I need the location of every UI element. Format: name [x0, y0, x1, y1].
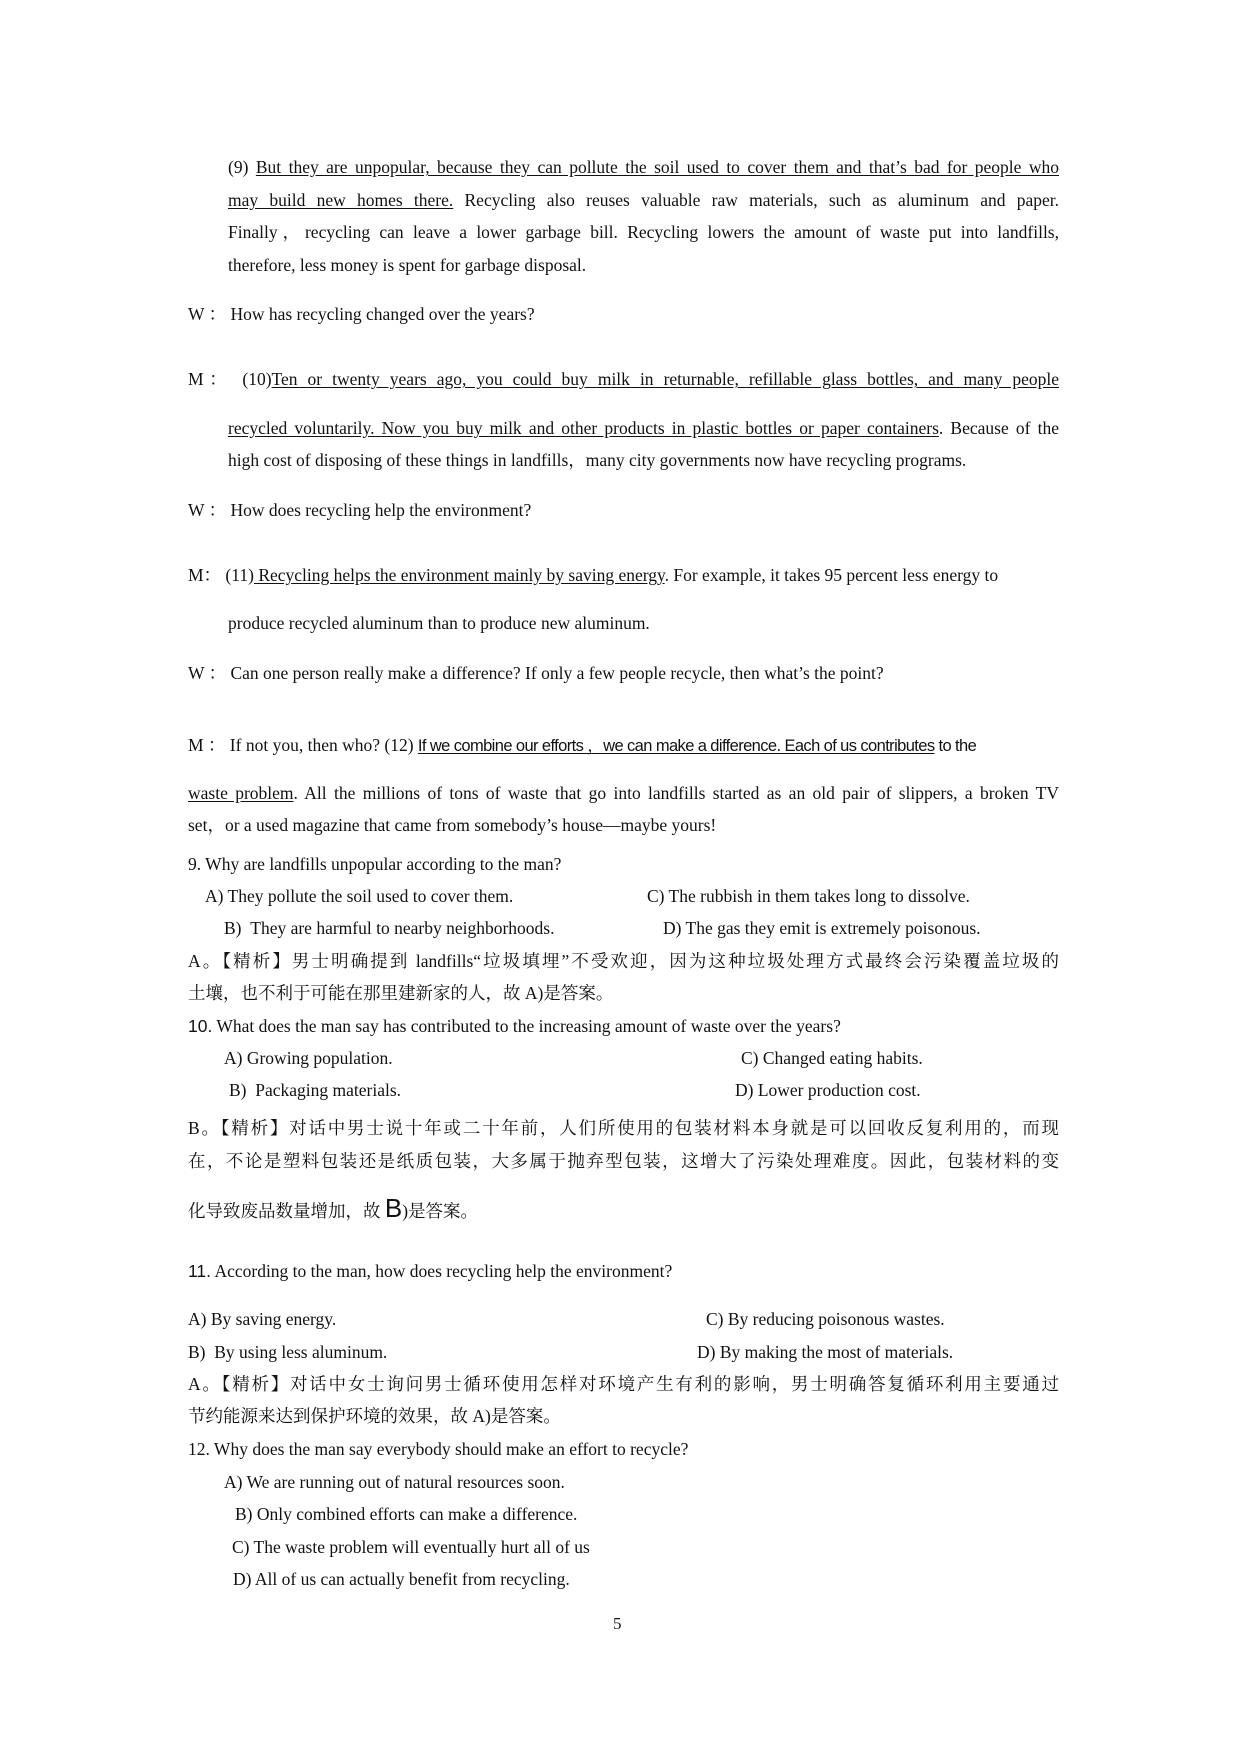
para9-text: Recycling also reuses valuable raw materials, such as aluminum and paper. [453, 190, 1059, 210]
q10-analysis-2: 在，不论是塑料包装还是纸质包装，大多属于抛弃型包装，这增大了污染处理难度。因此，包装材料的变 [188, 1151, 1059, 1171]
q11-option-b: B) By using less aluminum. [188, 1342, 388, 1362]
man-12-underlined-2: waste problem [188, 783, 294, 803]
q10-analysis-3-end: )是答案。 [402, 1201, 479, 1221]
speaker-prefix-12: M ： If not you, then who? (12) [188, 735, 418, 755]
q11-question [188, 1259, 672, 1283]
man-line-11-a [188, 563, 998, 587]
man-12-text-2: . All the millions of tons of waste that go into landfills started as an old pair of slippers, a broken TV [293, 783, 1059, 803]
q9-question: 9. Why are landfills unpopular according to the man? [188, 854, 562, 874]
q11-analysis-2: 节约能源来达到保护环境的效果，故 A)是答案。 [188, 1406, 561, 1426]
q12-question: 12. Why does the man say everybody should make an effort to recycle? [188, 1439, 689, 1459]
q9-analysis-1: A。【精析】男士明确提到 landfills“垃圾填埋”不受欢迎，因为这种垃圾处理方式最终会污染覆盖垃圾的 [188, 951, 1059, 971]
man-10-underlined: Ten or twenty years ago, you could buy milk in returnable, refillable glass bottles, and many people [271, 369, 1059, 389]
man-line-12-a [188, 733, 976, 758]
woman-line-1: W ： How has recycling changed over the years? [188, 304, 535, 324]
para9-line2 [228, 188, 1059, 212]
q10-answer-letter: B [384, 1193, 403, 1223]
q10-option-d: D) Lower production cost. [735, 1080, 921, 1100]
q12-option-c: C) The waste problem will eventually hurt all of us [232, 1537, 590, 1557]
q9-option-c: C) The rubbish in them takes long to dissolve. [647, 886, 970, 906]
man-line-10-c: high cost of disposing of these things in landfills，many city governments now have recycling programs. [228, 450, 967, 470]
q12-option-b: B) Only combined efforts can make a difference. [235, 1504, 578, 1524]
q9-option-b: B) They are harmful to nearby neighborhoods. [224, 918, 555, 938]
q10-option-c: C) Changed eating habits. [741, 1048, 923, 1068]
man-12-underlined: If we combine our efforts ，we can make a difference. Each of us contributes [417, 737, 935, 755]
q11-option-d: D) By making the most of materials. [697, 1342, 954, 1362]
q9-analysis-2: 土壤，也不利于可能在那里建新家的人，故 A)是答案。 [188, 983, 614, 1003]
q10-analysis-1: B。【精析】对话中男士说十年或二十年前，人们所使用的包装材料本身就是可以回收反复利用的，而现 [188, 1118, 1059, 1138]
para9-line3: Finally，recycling can leave a lower garbage bill. Recycling lowers the amount of waste put into landfills, [228, 222, 1059, 242]
page-number: 5 [613, 1614, 622, 1633]
q10-option-b: B) Packaging materials. [229, 1080, 402, 1100]
man-11-underlined: Recycling helps the environment mainly by saving energy [253, 565, 665, 585]
q10-text: What does the man say has contributed to the increasing amount of waste over the years? [212, 1016, 841, 1036]
man-line-10-b [228, 416, 1059, 440]
q11-option-c: C) By reducing poisonous wastes. [706, 1309, 945, 1329]
q10-analysis-3-text: 化导致废品数量增加，故 [188, 1201, 385, 1221]
q11-analysis-1: A。【精析】对话中女士询问男士循环使用怎样对环境产生有利的影响，男士明确答复循环利用主要通过 [188, 1374, 1059, 1394]
q10-analysis-3 [188, 1193, 479, 1223]
man-12-text: to the [934, 737, 977, 755]
q9-option-a: A) They pollute the soil used to cover them. [205, 886, 514, 906]
man-11-text: . For example, it takes 95 percent less energy to [664, 565, 999, 585]
man-10-underlined-2: recycled voluntarily. Now you buy milk and other products in plastic bottles or paper containers [228, 418, 939, 438]
q9-option-d: D) The gas they emit is extremely poisonous. [663, 918, 981, 938]
para9-underlined-2: may build new homes there. [228, 190, 454, 210]
q12-option-d: D) All of us can actually benefit from recycling. [233, 1569, 570, 1589]
man-line-12-c: set，or a used magazine that came from somebody’s house—maybe yours! [188, 815, 717, 835]
man-10-text: . Because of the [938, 418, 1059, 438]
q10-question [188, 1014, 841, 1038]
man-line-10-a [188, 367, 1059, 391]
speaker-prefix: M： (10) [188, 369, 272, 389]
q10-number: 10. [188, 1016, 213, 1036]
man-line-12-b [188, 781, 1059, 805]
q11-text: According to the man, how does recycling help the environment? [211, 1261, 673, 1281]
para9-line1 [228, 155, 1059, 179]
q11-option-a: A) By saving energy. [188, 1309, 337, 1329]
para9-underlined: But they are unpopular, because they can pollute the soil used to cover them and that’s bad for people who [255, 157, 1060, 177]
woman-line-2: W ： How does recycling help the environment? [188, 500, 532, 520]
q10-option-a: A) Growing population. [224, 1048, 393, 1068]
man-line-11-b: produce recycled aluminum than to produce new aluminum. [228, 613, 650, 633]
woman-line-3: W ： Can one person really make a difference? If only a few people recycle, then what’s the point? [188, 663, 884, 683]
speaker-prefix-11: M： (11) [188, 565, 254, 585]
para9-number: (9) [228, 157, 256, 177]
q12-option-a: A) We are running out of natural resources soon. [224, 1472, 565, 1492]
q11-number: 11. [188, 1261, 212, 1281]
para9-line4: therefore, less money is spent for garbage disposal. [228, 255, 587, 275]
